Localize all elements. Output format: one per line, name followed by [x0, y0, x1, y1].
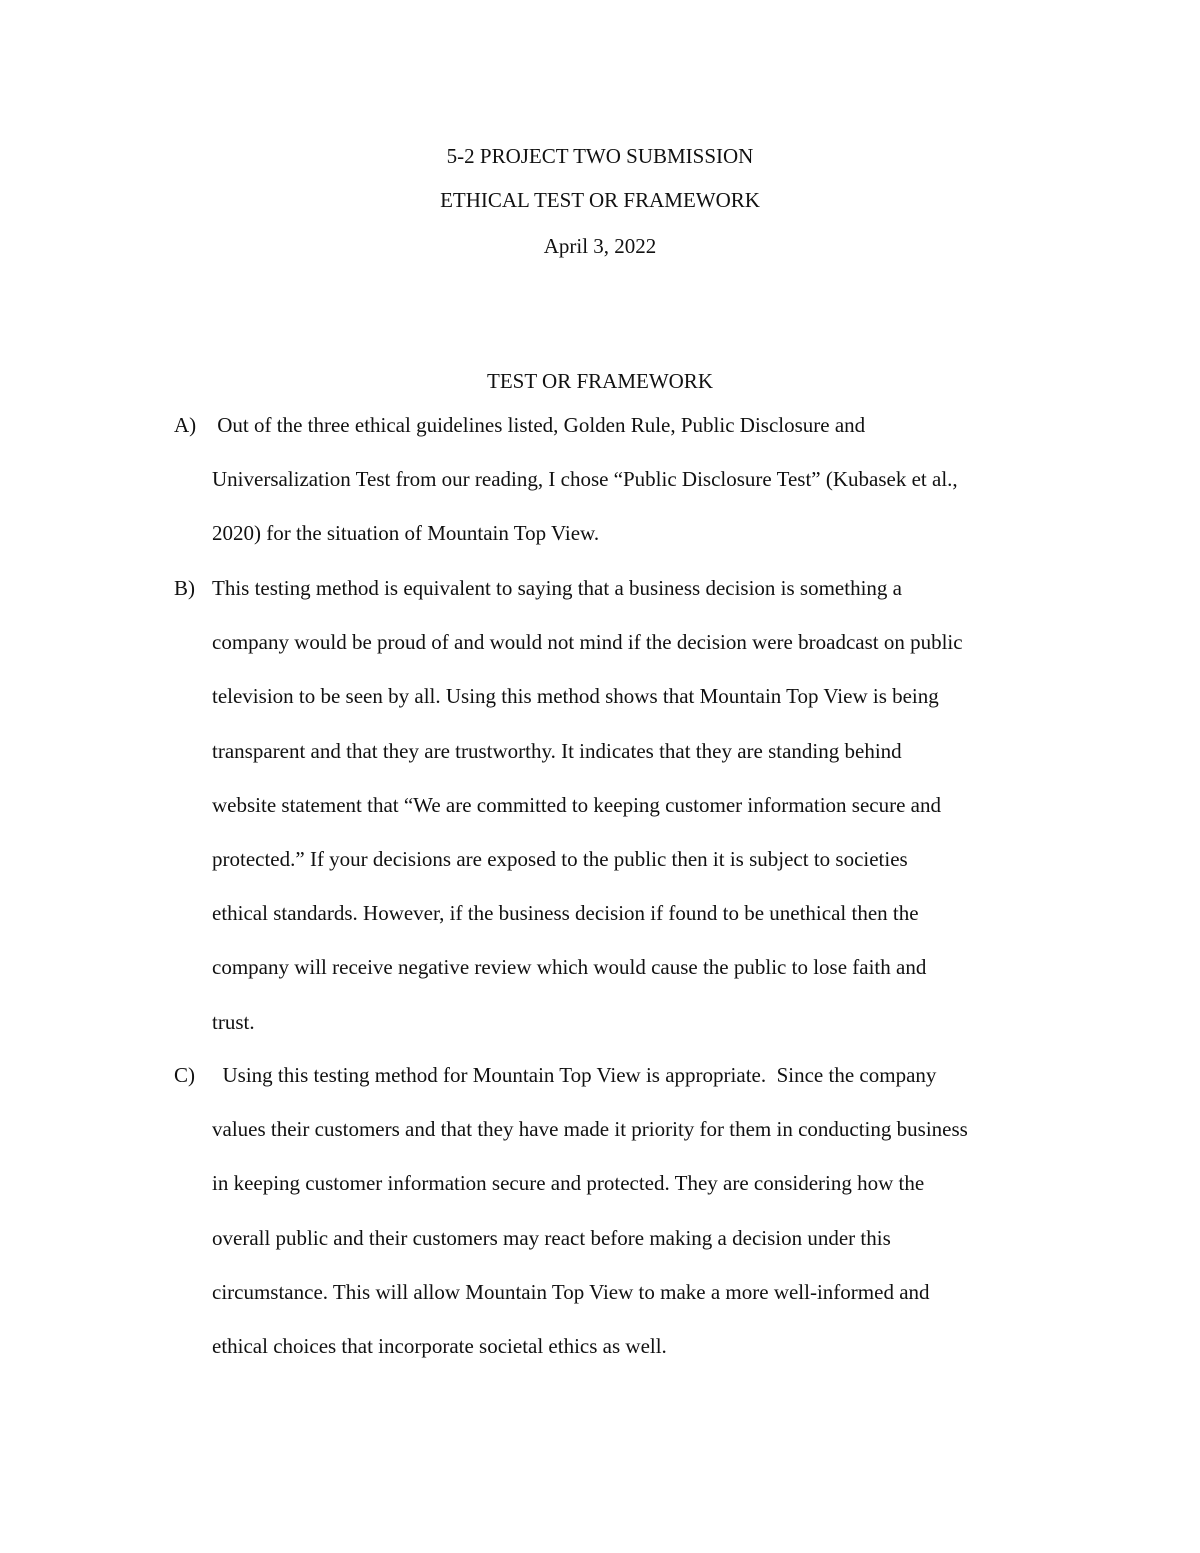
paragraph-line: ethical standards. However, if the business decision if found to be unethical then the	[212, 901, 919, 926]
paragraph-line: in keeping customer information secure and protected. They are considering how the	[212, 1171, 925, 1196]
document-date: April 3, 2022	[543, 234, 657, 258]
paragraph-line: ethical choices that incorporate societal ethics as well.	[212, 1333, 667, 1358]
item-label: C)	[174, 1063, 195, 1087]
item-paragraph	[212, 411, 1074, 574]
item-label: B)	[174, 576, 195, 600]
document-subtitle: ETHICAL TEST OR FRAMEWORK	[440, 188, 760, 212]
paragraph-line: website statement that “We are committed to keeping customer information secure and	[212, 792, 941, 817]
paragraph-line: transparent and that they are trustworthy. It indicates that they are standing behind	[212, 738, 902, 763]
paragraph-line: Out of the three ethical guidelines listed, Golden Rule, Public Disclosure and	[212, 413, 866, 437]
paragraph-line: 2020) for the situation of Mountain Top View.	[212, 521, 600, 546]
paragraph-line: Universalization Test from our reading, I chose “Public Disclosure Test” (Kubasek et al.,	[212, 467, 958, 492]
item-paragraph	[212, 1061, 1074, 1386]
paragraph-line: trust.	[212, 1009, 255, 1034]
paragraph-line: television to be seen by all. Using this method shows that Mountain Top View is being	[212, 684, 939, 709]
paragraph-line: protected.” If your decisions are exposed to the public then it is subject to societies	[212, 846, 908, 871]
item-paragraph	[212, 574, 1074, 1062]
paragraph-line: values their customers and that they have made it priority for them in conducting business	[212, 1117, 968, 1142]
document-title: 5-2 PROJECT TWO SUBMISSION	[446, 144, 754, 168]
paragraph-line: overall public and their customers may react before making a decision under this	[212, 1225, 891, 1250]
paragraph-line: Using this testing method for Mountain Top View is appropriate. Since the company	[212, 1063, 937, 1087]
paragraph-line: company will receive negative review which would cause the public to lose faith and	[212, 955, 927, 980]
paragraph-line: circumstance. This will allow Mountain Top View to make a more well-informed and	[212, 1279, 930, 1304]
item-label: A)	[174, 413, 197, 437]
paragraph-line: company would be proud of and would not mind if the decision were broadcast on public	[212, 630, 963, 655]
section-heading: TEST OR FRAMEWORK	[487, 369, 713, 393]
paragraph-line: This testing method is equivalent to saying that a business decision is something a	[212, 576, 902, 600]
